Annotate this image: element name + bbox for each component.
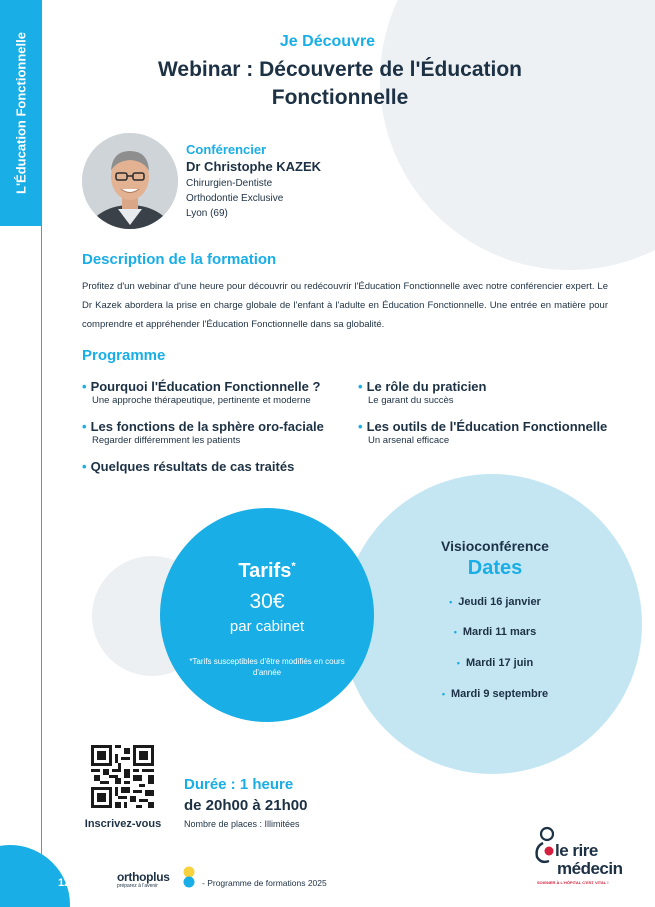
orthoplus-brand: orthoplus	[117, 870, 170, 884]
page-title: Webinar : Découverte de l'Éducation Fonctionnelle	[157, 58, 522, 109]
description-title: Description de la formation	[82, 251, 277, 268]
tarif-title: Tarifs*	[238, 560, 296, 582]
orthoplus-tagline: préparez à l'avenir	[117, 883, 158, 889]
programme-item-subtitle: Le garant du succès	[368, 395, 454, 406]
date-item: • Mardi 11 mars	[453, 626, 537, 638]
programme-item-title: Quelques résultats de cas traités	[90, 459, 295, 474]
orthoplus-dots-icon	[182, 866, 196, 888]
tarif-unit: par cabinet	[229, 618, 305, 635]
programme-item-title: Le rôle du praticien	[366, 379, 487, 394]
description-text: Profitez d'un webinar d'une heure pour découvrir ou redécouvrir l'Éducation Fonctionnelle avec notre conférencier expert. Le Dr Kazek abordera la prise en charge globale de l'enfant à l'adulte en Éducation Fonctionnelle. Une entrée en matière pour comprendre et appréhender l'Éducation Fonctionnelle dans sa globalité.	[82, 281, 608, 330]
register-label[interactable]: Inscrivez-vous	[84, 818, 162, 830]
dates-title: Dates	[467, 557, 523, 579]
page-eyebrow: Je Découvre	[279, 33, 376, 50]
dates-circle	[342, 474, 642, 774]
programme-item-title: Les outils de l'Éducation Fonctionnelle	[366, 419, 608, 434]
programme-item: • Les fonctions de la sphère oro-faciale Regarder différemment les patients	[82, 419, 324, 446]
rire-tagline: SOIGNER À L'HÔPITAL C'EST VITAL !	[537, 880, 609, 885]
speaker-detail: Orthodontie Exclusive	[186, 193, 284, 204]
programme-item: • Les outils de l'Éducation Fonctionnelle Un arsenal efficace	[358, 419, 608, 446]
programme-item: • Quelques résultats de cas traités	[82, 459, 295, 474]
page-number: 12	[58, 877, 71, 889]
programme-item-title: Les fonctions de la sphère oro-faciale	[90, 419, 324, 434]
speaker-detail: Lyon (69)	[186, 208, 228, 219]
speaker-info	[186, 142, 321, 219]
programme-item: • Le rôle du praticien Le garant du succès	[358, 379, 487, 406]
rire-line2: médecin	[557, 859, 623, 878]
dates-eyebrow: Visioconférence	[441, 538, 549, 554]
speaker-role: Conférencier	[186, 142, 267, 157]
le-rire-medecin-logo	[533, 825, 623, 885]
date-item: • Mardi 9 septembre	[441, 688, 549, 700]
programme-item: • Pourquoi l'Éducation Fonctionnelle ? Une approche thérapeutique, pertinente et moderne	[82, 379, 321, 406]
tarif-circle	[160, 508, 374, 722]
speaker-detail: Chirurgien-Dentiste	[186, 178, 273, 189]
side-tab-label: L'Éducation Fonctionnelle	[13, 32, 29, 194]
footer-text: - Programme de formations 2025	[202, 878, 327, 888]
side-divider	[0, 226, 42, 907]
speaker-name: Dr Christophe KAZEK	[186, 159, 322, 174]
tarif-price: 30€	[249, 590, 285, 613]
hours: de 20h00 à 21h00	[184, 797, 308, 814]
programme-item-subtitle: Une approche thérapeutique, pertinente et moderne	[92, 395, 311, 406]
date-item: • Mardi 17 juin	[456, 657, 534, 669]
qr-code[interactable]	[91, 745, 154, 808]
speaker-avatar	[82, 133, 178, 229]
tarif-note: *Tarifs susceptibles d'être modifiés en cours d'année	[189, 657, 345, 677]
places: Nombre de places : Illimitées	[184, 819, 300, 829]
programme-item-subtitle: Un arsenal efficace	[368, 435, 450, 446]
programme-title: Programme	[82, 347, 166, 364]
orthoplus-logo	[117, 870, 170, 889]
programme-item-subtitle: Regarder différemment les patients	[92, 435, 241, 446]
rire-line1: le rire	[555, 841, 598, 860]
date-item: • Jeudi 16 janvier	[449, 596, 541, 608]
programme-item-title: Pourquoi l'Éducation Fonctionnelle ?	[90, 379, 321, 394]
duration: Durée : 1 heure	[184, 776, 294, 793]
